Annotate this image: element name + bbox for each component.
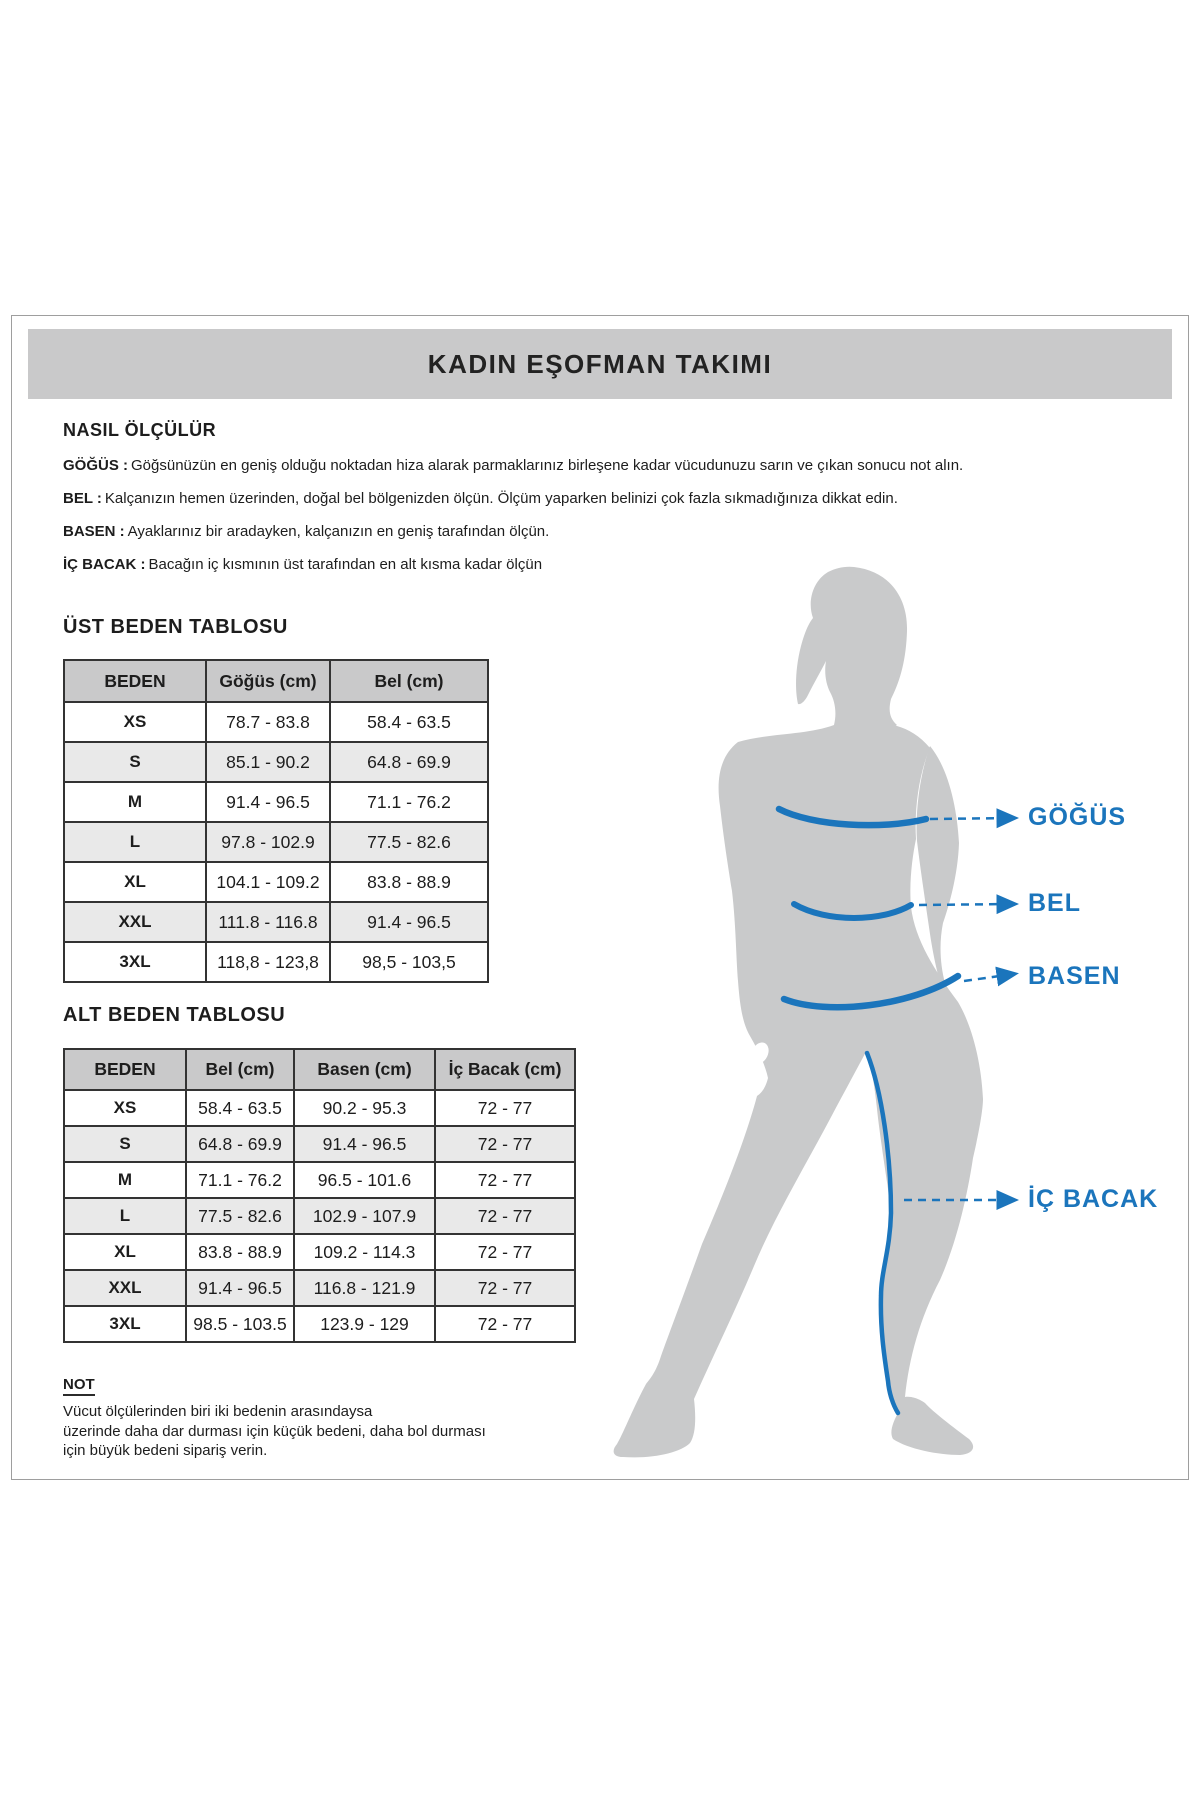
measurement-value: 77.5 - 82.6 [186, 1198, 294, 1234]
size-label: M [64, 1162, 186, 1198]
size-row [64, 822, 488, 862]
column-header: Göğüs (cm) [206, 660, 330, 702]
size-row [64, 1090, 575, 1126]
size-label: 3XL [64, 942, 206, 982]
column-header: Basen (cm) [294, 1049, 435, 1090]
size-label: XXL [64, 902, 206, 942]
note-title: NOT [63, 1376, 95, 1396]
measurement-value: 64.8 - 69.9 [330, 742, 488, 782]
page-title: KADIN EŞOFMAN TAKIMI [427, 348, 773, 379]
size-row [64, 742, 488, 782]
hand-hole [748, 1040, 772, 1067]
note-line: için büyük bedeni sipariş verin. [63, 1442, 268, 1459]
chest-arrow [930, 818, 1014, 819]
measurement-value: 91.4 - 96.5 [206, 782, 330, 822]
measurement-value: 85.1 - 90.2 [206, 742, 330, 782]
size-label: L [64, 1198, 186, 1234]
lower-size-table [63, 1048, 576, 1343]
hip-line [784, 976, 958, 1007]
size-row [64, 702, 488, 742]
measure-instructions [63, 449, 963, 581]
measurement-value: 90.2 - 95.3 [294, 1090, 435, 1126]
measurement-value: 72 - 77 [435, 1090, 575, 1126]
how-to-measure-title: NASIL ÖLÇÜLÜR [63, 420, 217, 440]
size-row [64, 942, 488, 982]
measure-label: İÇ BACAK : [63, 556, 146, 573]
inseam-line [867, 1053, 898, 1413]
measurement-value: 116.8 - 121.9 [294, 1270, 435, 1306]
silhouette-body [614, 720, 983, 1458]
measure-line-hip [63, 515, 963, 548]
size-row [64, 902, 488, 942]
measure-text: Göğsünüzün en geniş olduğu noktadan hiza alarak parmaklarınız birleşene kadar vücudunuzu sarın ve çıkan sonucu not alın. [131, 457, 964, 474]
measure-text: Kalçanızın hemen üzerinden, doğal bel bölgenizden ölçün. Ölçüm yaparken belinizi çok fazla sıkmadığınıza dikkat edin. [104, 490, 898, 507]
measurement-value: 109.2 - 114.3 [294, 1234, 435, 1270]
figure-label-inseam: İÇ BACAK [1028, 1185, 1159, 1213]
measurement-value: 72 - 77 [435, 1306, 575, 1342]
size-label: L [64, 822, 206, 862]
size-label: XS [64, 702, 206, 742]
column-header: Bel (cm) [186, 1049, 294, 1090]
upper-table-title: ÜST BEDEN TABLOSU [63, 616, 288, 638]
lower-table-title: ALT BEDEN TABLOSU [63, 1004, 286, 1026]
measurement-value: 72 - 77 [435, 1234, 575, 1270]
measurement-value: 72 - 77 [435, 1126, 575, 1162]
measurement-value: 118,8 - 123,8 [206, 942, 330, 982]
silhouette-right-arm [917, 746, 959, 1018]
measure-label: GÖĞÜS : [63, 457, 129, 474]
measurement-value: 97.8 - 102.9 [206, 822, 330, 862]
header-row [64, 660, 488, 702]
measurement-value: 96.5 - 101.6 [294, 1162, 435, 1198]
measurement-value: 58.4 - 63.5 [330, 702, 488, 742]
note-line: Vücut ölçülerinden biri iki bedenin arasındaysa [63, 1403, 373, 1420]
waist-arrow [919, 904, 1014, 905]
size-label: S [64, 1126, 186, 1162]
silhouette-head [796, 567, 907, 733]
figure-label-waist: BEL [1028, 889, 1081, 917]
measurement-value: 64.8 - 69.9 [186, 1126, 294, 1162]
size-row [64, 1306, 575, 1342]
measure-line-chest [63, 449, 963, 482]
measure-line-inseam [63, 548, 963, 581]
measurement-value: 91.4 - 96.5 [294, 1126, 435, 1162]
size-label: XL [64, 862, 206, 902]
measurement-value: 72 - 77 [435, 1198, 575, 1234]
size-label: 3XL [64, 1306, 186, 1342]
header-row [64, 1049, 575, 1090]
size-label: XS [64, 1090, 186, 1126]
measure-text: Bacağın iç kısmının üst tarafından en alt kısma kadar ölçün [148, 556, 543, 573]
measurement-value: 71.1 - 76.2 [186, 1162, 294, 1198]
size-chart-frame [11, 315, 1189, 1480]
measurement-value: 91.4 - 96.5 [186, 1270, 294, 1306]
hip-arrow [964, 974, 1014, 981]
title-bar [28, 329, 1172, 399]
size-row [64, 1234, 575, 1270]
size-row [64, 1126, 575, 1162]
size-label: S [64, 742, 206, 782]
measurement-value: 98.5 - 103.5 [186, 1306, 294, 1342]
column-header: İç Bacak (cm) [435, 1049, 575, 1090]
size-row [64, 782, 488, 822]
figure-label-hip: BASEN [1028, 962, 1121, 990]
size-row [64, 1198, 575, 1234]
measurement-value: 71.1 - 76.2 [330, 782, 488, 822]
waist-line [794, 904, 911, 918]
measurement-value: 91.4 - 96.5 [330, 902, 488, 942]
measure-text: Ayaklarınız bir aradayken, kalçanızın en geniş tarafından ölçün. [127, 523, 550, 540]
measurement-value: 72 - 77 [435, 1162, 575, 1198]
measurement-value: 72 - 77 [435, 1270, 575, 1306]
size-row [64, 1270, 575, 1306]
measurement-value: 98,5 - 103,5 [330, 942, 488, 982]
measure-label: BASEN : [63, 523, 125, 540]
size-label: M [64, 782, 206, 822]
note-text [63, 1402, 486, 1461]
column-header: Bel (cm) [330, 660, 488, 702]
measurement-value: 78.7 - 83.8 [206, 702, 330, 742]
measurement-value: 58.4 - 63.5 [186, 1090, 294, 1126]
size-label: XXL [64, 1270, 186, 1306]
size-label: XL [64, 1234, 186, 1270]
size-row [64, 862, 488, 902]
chest-line [779, 809, 926, 825]
figure-label-chest: GÖĞÜS [1028, 803, 1127, 831]
measurement-value: 83.8 - 88.9 [330, 862, 488, 902]
measurement-value: 77.5 - 82.6 [330, 822, 488, 862]
measure-line-waist [63, 482, 963, 515]
measure-label: BEL : [63, 490, 102, 507]
measurement-value: 102.9 - 107.9 [294, 1198, 435, 1234]
measurement-value: 104.1 - 109.2 [206, 862, 330, 902]
measurement-value: 123.9 - 129 [294, 1306, 435, 1342]
note-line: üzerinde daha dar durması için küçük bedeni, daha bol durması [63, 1422, 486, 1440]
column-header: BEDEN [64, 1049, 186, 1090]
column-header: BEDEN [64, 660, 206, 702]
measurement-value: 111.8 - 116.8 [206, 902, 330, 942]
size-row [64, 1162, 575, 1198]
upper-size-table [63, 659, 489, 983]
measurement-value: 83.8 - 88.9 [186, 1234, 294, 1270]
